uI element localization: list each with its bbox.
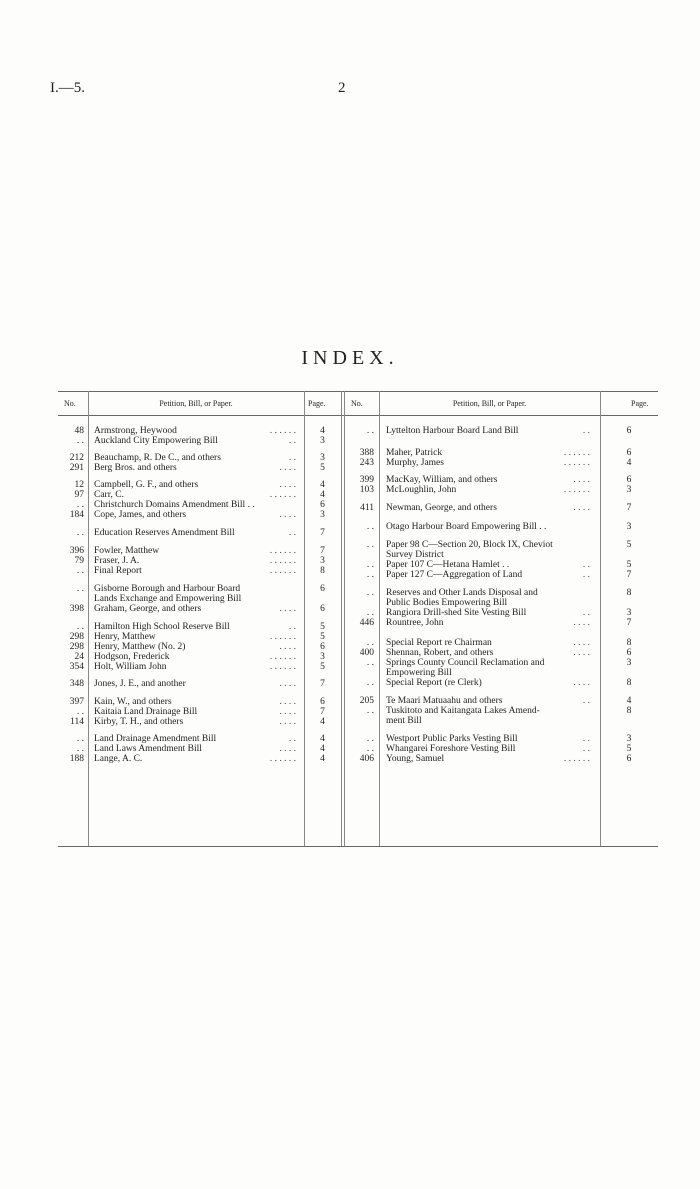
entry-subject: Auckland City Empowering Bill bbox=[94, 436, 218, 446]
entry-subject: Empowering Bill bbox=[386, 668, 452, 678]
index-title: INDEX. bbox=[301, 347, 399, 369]
entry-number: 291 bbox=[69, 463, 84, 473]
entry-page: 3 bbox=[626, 658, 632, 668]
column-header-no: No. bbox=[351, 399, 363, 408]
leader-dots: . . . . . . bbox=[269, 426, 296, 436]
entry-subject: Kain, W., and others bbox=[94, 697, 172, 707]
entry-number: . . bbox=[76, 622, 84, 632]
entry-page: 8 bbox=[626, 678, 632, 688]
leader-dots: . . bbox=[288, 453, 296, 463]
leader-dots: . . bbox=[288, 734, 296, 744]
entry-subject: Lands Exchange and Empowering Bill bbox=[94, 594, 242, 604]
leader-dots: . . . . . . bbox=[269, 566, 296, 576]
entry-number: . . bbox=[76, 528, 84, 538]
entry-page: 4 bbox=[320, 754, 325, 764]
leader-dots: . . . . . . bbox=[269, 652, 296, 662]
entry-number: . . bbox=[76, 500, 84, 510]
entry-subject: Kaitaia Land Drainage Bill bbox=[94, 707, 198, 717]
entry-number: . . bbox=[366, 560, 374, 570]
entry-subject: Holt, William John bbox=[94, 662, 167, 672]
column-header-subject: Petition, Bill, or Paper. bbox=[159, 399, 233, 408]
leader-dots: . . . . bbox=[279, 697, 296, 707]
entry-page: 5 bbox=[320, 632, 325, 642]
entry-page: 6 bbox=[320, 697, 325, 707]
entry-page: 3 bbox=[320, 436, 325, 446]
entry-page: 5 bbox=[320, 463, 325, 473]
entry-page: 6 bbox=[626, 448, 632, 458]
entry-subject: Final Report bbox=[94, 566, 142, 576]
entry-number: . . bbox=[76, 734, 84, 744]
leader-dots: . . bbox=[582, 570, 590, 580]
entry-page: 8 bbox=[320, 566, 325, 576]
leader-dots: . . . . bbox=[573, 648, 590, 658]
entry-subject: Cope, James, and others bbox=[94, 510, 187, 520]
entry-number: . . bbox=[366, 744, 374, 754]
entry-subject: Whangarei Foreshore Vesting Bill bbox=[386, 744, 516, 754]
entry-number: 97 bbox=[74, 490, 84, 500]
entry-number: . . bbox=[366, 658, 374, 668]
entry-page: 3 bbox=[320, 453, 325, 463]
leader-dots: . . . . . . bbox=[269, 556, 296, 566]
leader-dots: . . . . bbox=[573, 638, 590, 648]
entry-number: 398 bbox=[69, 604, 84, 614]
entry-page: 3 bbox=[320, 510, 325, 520]
leader-dots: . . bbox=[288, 436, 296, 446]
entry-subject: Henry, Matthew (No. 2) bbox=[94, 642, 186, 652]
entry-subject: Survey District bbox=[386, 550, 444, 560]
column-rule bbox=[88, 391, 89, 846]
leader-dots: . . . . bbox=[279, 679, 296, 689]
leader-dots: . . bbox=[582, 734, 590, 744]
entry-number: 184 bbox=[69, 510, 84, 520]
entry-page: 5 bbox=[626, 744, 632, 754]
entry-subject: Armstrong, Heywood bbox=[94, 426, 177, 436]
entry-number: 446 bbox=[359, 618, 374, 628]
entry-subject: Land Laws Amendment Bill bbox=[94, 744, 202, 754]
entry-subject: MacKay, William, and others bbox=[386, 475, 498, 485]
entry-subject: Rountree, John bbox=[386, 618, 444, 628]
entry-page: 3 bbox=[626, 485, 632, 495]
entry-subject: Jones, J. E., and another bbox=[94, 679, 186, 689]
entry-subject: Paper 107 C—Hetana Hamlet . . bbox=[386, 560, 510, 570]
entry-page: 4 bbox=[320, 426, 325, 436]
entry-page: 5 bbox=[320, 662, 325, 672]
entry-page: 4 bbox=[626, 458, 632, 468]
entry-number: . . bbox=[76, 744, 84, 754]
leader-dots: . . bbox=[288, 622, 296, 632]
entry-number: 205 bbox=[359, 696, 374, 706]
entry-number: 103 bbox=[359, 485, 374, 495]
entry-subject: Te Maari Matuaahu and others bbox=[386, 696, 503, 706]
column-header-subject: Petition, Bill, or Paper. bbox=[452, 399, 527, 408]
entry-page: 3 bbox=[320, 652, 325, 662]
entry-page: 5 bbox=[320, 622, 325, 632]
entry-subject: Education Reserves Amendment Bill bbox=[94, 528, 235, 538]
entry-subject: Fraser, J. A. bbox=[94, 556, 140, 566]
column-header-page: Page. bbox=[631, 399, 649, 408]
entry-subject: Campbell, G. F., and others bbox=[94, 480, 199, 490]
entry-page: 4 bbox=[320, 744, 325, 754]
entry-subject: Tuskitoto and Kaitangata Lakes Amend- bbox=[386, 706, 540, 716]
leader-dots: . . . . bbox=[279, 604, 296, 614]
leader-dots: . . bbox=[288, 528, 296, 538]
entry-page: 6 bbox=[626, 426, 632, 436]
leader-dots: . . . . . . bbox=[563, 448, 590, 458]
entry-number: 348 bbox=[69, 679, 84, 689]
entry-subject: Lyttelton Harbour Board Land Bill bbox=[386, 426, 519, 436]
entry-page: 5 bbox=[626, 540, 632, 550]
entry-page: 5 bbox=[626, 560, 632, 570]
table-header-rule bbox=[58, 415, 658, 416]
entry-number: 114 bbox=[70, 717, 84, 727]
document-reference: I.—5. bbox=[50, 80, 85, 96]
column-header-no: No. bbox=[64, 399, 76, 408]
entry-subject: Fowler, Matthew bbox=[94, 546, 160, 556]
entry-number: 243 bbox=[359, 458, 374, 468]
entry-subject: Kirby, T. H., and others bbox=[94, 717, 184, 727]
entry-number: . . bbox=[76, 436, 84, 446]
entry-subject: Gisborne Borough and Harbour Board bbox=[94, 584, 241, 594]
entry-number: . . bbox=[366, 570, 374, 580]
entry-page: 8 bbox=[626, 638, 632, 648]
leader-dots: . . . . bbox=[573, 618, 590, 628]
entry-page: 7 bbox=[626, 503, 632, 513]
leader-dots: . . . . bbox=[279, 463, 296, 473]
entry-number: 298 bbox=[69, 642, 84, 652]
entry-page: 8 bbox=[626, 706, 632, 716]
entry-subject: Hodgson, Frederick bbox=[94, 652, 170, 662]
entry-subject: Young, Samuel bbox=[386, 754, 445, 764]
leader-dots: . . bbox=[582, 560, 590, 570]
entry-number: 48 bbox=[74, 426, 84, 436]
entry-page: 4 bbox=[320, 717, 325, 727]
leader-dots: . . . . . . bbox=[563, 458, 590, 468]
entry-number: . . bbox=[366, 734, 374, 744]
leader-dots: . . . . bbox=[573, 503, 590, 513]
entry-page: 3 bbox=[626, 608, 632, 618]
entry-number: 399 bbox=[359, 475, 374, 485]
entry-number: 24 bbox=[74, 652, 84, 662]
leader-dots: . . bbox=[582, 426, 590, 436]
entry-subject: Carr, C. bbox=[94, 490, 124, 500]
entry-subject: Westport Public Parks Vesting Bill bbox=[386, 734, 518, 744]
entry-page: 3 bbox=[626, 522, 632, 532]
entry-page: 4 bbox=[626, 696, 632, 706]
entry-number: . . bbox=[366, 426, 374, 436]
leader-dots: . . . . bbox=[279, 510, 296, 520]
entry-page: 6 bbox=[320, 642, 325, 652]
entry-number: 188 bbox=[69, 754, 84, 764]
entry-number: . . bbox=[366, 706, 374, 716]
entry-number: 298 bbox=[69, 632, 84, 642]
leader-dots: . . . . bbox=[279, 480, 296, 490]
leader-dots: . . bbox=[582, 608, 590, 618]
leader-dots: . . . . . . bbox=[269, 662, 296, 672]
entry-subject: Hamilton High School Reserve Bill bbox=[94, 622, 230, 632]
column-rule bbox=[379, 391, 380, 846]
page-number: 2 bbox=[338, 80, 346, 96]
entry-subject: Murphy, James bbox=[386, 458, 444, 468]
entry-page: 3 bbox=[626, 734, 632, 744]
entry-page: 8 bbox=[626, 588, 632, 598]
entry-subject: Reserves and Other Lands Disposal and bbox=[386, 588, 538, 598]
entry-subject: Beauchamp, R. De C., and others bbox=[94, 453, 221, 463]
leader-dots: . . . . bbox=[279, 642, 296, 652]
entry-page: 7 bbox=[320, 679, 325, 689]
leader-dots: . . . . bbox=[573, 678, 590, 688]
entry-page: 7 bbox=[320, 707, 325, 717]
entry-page: 4 bbox=[320, 490, 325, 500]
leader-dots: . . . . bbox=[279, 744, 296, 754]
entry-page: 6 bbox=[626, 754, 632, 764]
entry-number: 212 bbox=[69, 453, 84, 463]
table-top-rule bbox=[58, 391, 658, 392]
entry-page: 7 bbox=[626, 618, 632, 628]
entry-subject: Springs County Council Reclamation and bbox=[386, 658, 545, 668]
entry-subject: Otago Harbour Board Empowering Bill . . bbox=[386, 522, 547, 532]
entry-subject: Berg Bros. and others bbox=[94, 463, 177, 473]
leader-dots: . . . . . . bbox=[269, 632, 296, 642]
entry-subject: Land Drainage Amendment Bill bbox=[94, 734, 217, 744]
entry-number: 400 bbox=[359, 648, 374, 658]
entry-page: 6 bbox=[320, 584, 325, 594]
entry-page: 7 bbox=[320, 546, 325, 556]
entry-page: 7 bbox=[320, 528, 325, 538]
entry-number: . . bbox=[76, 566, 84, 576]
leader-dots: . . . . bbox=[279, 707, 296, 717]
entry-subject: Special Report (re Clerk) bbox=[386, 678, 482, 688]
entry-page: 6 bbox=[626, 648, 632, 658]
entry-subject: Newman, George, and others bbox=[386, 503, 497, 513]
entry-number: . . bbox=[76, 707, 84, 717]
entry-subject: Shennan, Robert, and others bbox=[386, 648, 494, 658]
entry-number: . . bbox=[366, 522, 374, 532]
leader-dots: . . bbox=[582, 744, 590, 754]
entry-page: 3 bbox=[320, 556, 325, 566]
leader-dots: . . . . . . bbox=[563, 485, 590, 495]
entry-page: 4 bbox=[320, 480, 325, 490]
entry-number: 411 bbox=[360, 503, 374, 513]
entry-subject: Rangiora Drill-shed Site Vesting Bill bbox=[386, 608, 527, 618]
entry-subject: Maher, Patrick bbox=[386, 448, 443, 458]
entry-subject: Special Report re Chairman bbox=[386, 638, 492, 648]
entry-page: 7 bbox=[626, 570, 632, 580]
entry-number: . . bbox=[366, 678, 374, 688]
entry-subject: Public Bodies Empowering Bill bbox=[386, 598, 508, 608]
entry-page: 6 bbox=[320, 500, 325, 510]
entry-number: 79 bbox=[74, 556, 84, 566]
entry-subject: Graham, George, and others bbox=[94, 604, 202, 614]
entry-page: 6 bbox=[320, 604, 325, 614]
entry-number: 12 bbox=[74, 480, 84, 490]
entry-number: 354 bbox=[69, 662, 84, 672]
entry-subject: Lange, A. C. bbox=[94, 754, 143, 764]
entry-subject: Henry, Matthew bbox=[94, 632, 156, 642]
column-header-page: Page. bbox=[308, 399, 326, 408]
column-rule bbox=[341, 391, 342, 846]
entry-subject: Paper 98 C—Section 20, Block IX, Cheviot bbox=[386, 540, 553, 550]
leader-dots: . . . . . . bbox=[269, 754, 296, 764]
entry-number: 406 bbox=[359, 754, 374, 764]
leader-dots: . . . . . . bbox=[269, 490, 296, 500]
table-bottom-rule bbox=[58, 846, 658, 847]
entry-number: . . bbox=[366, 588, 374, 598]
entry-number: . . bbox=[366, 638, 374, 648]
entry-page: 6 bbox=[626, 475, 632, 485]
entry-number: 388 bbox=[359, 448, 374, 458]
entry-number: . . bbox=[76, 584, 84, 594]
entry-subject: Paper 127 C—Aggregation of Land bbox=[386, 570, 523, 580]
entry-number: 397 bbox=[69, 697, 84, 707]
entry-subject: Christchurch Domains Amendment Bill . . bbox=[94, 500, 255, 510]
leader-dots: . . . . bbox=[573, 475, 590, 485]
leader-dots: . . . . . . bbox=[269, 546, 296, 556]
entry-number: 396 bbox=[69, 546, 84, 556]
entry-subject: ment Bill bbox=[386, 716, 422, 726]
entry-number: . . bbox=[366, 540, 374, 550]
leader-dots: . . . . bbox=[279, 717, 296, 727]
entry-number: . . bbox=[366, 608, 374, 618]
leader-dots: . . . . . . bbox=[563, 754, 590, 764]
entry-subject: McLoughlin, John bbox=[386, 485, 457, 495]
leader-dots: . . bbox=[582, 696, 590, 706]
entry-page: 4 bbox=[320, 734, 325, 744]
